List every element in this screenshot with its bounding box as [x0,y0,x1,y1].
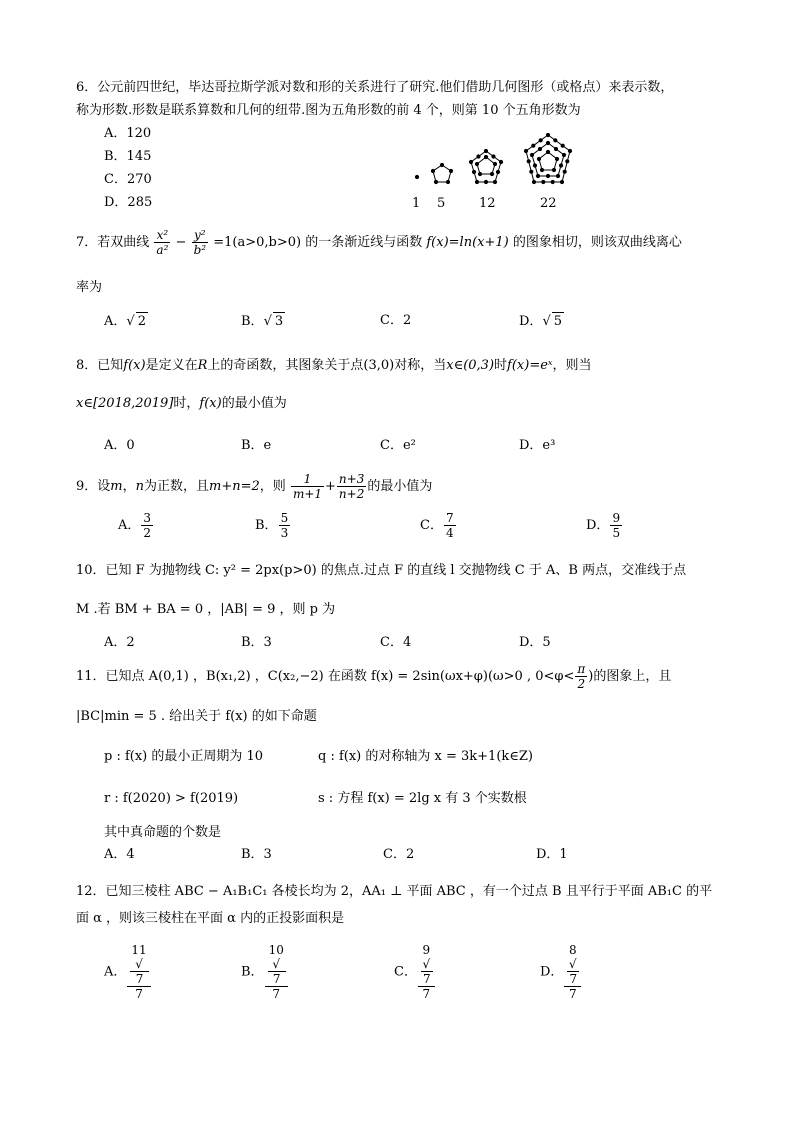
q8-line1: 8．已知f(x)是定义在R上的奇函数，其图象关于点(3,0)对称，当x∈(0,3)时f(x)=eˣ，则当 [76,358,592,373]
q7-prefix: 7．若双曲线 [76,235,150,250]
q10-option-c: C．4 [380,635,412,650]
q7-option-d: D．√ 5 [519,314,563,329]
q6-option-b: B．145 [104,149,152,164]
pentagonal-numbers-figure [405,130,580,190]
q8-option-d: D．e³ [519,438,556,453]
figure-label-5: 5 [437,196,446,211]
q12-option-c: C． 9 √ 7 7 [394,943,436,1001]
q9-option-a: A． $\frac{3}{2}$ [118,511,152,540]
q10-option-b: B．3 [241,635,272,650]
q9-option-b: B． $\frac{5}{3}$ [255,511,289,540]
q9-frac1: $\frac{1}{m+1}$ [292,472,323,501]
q7-frac2: $\frac{\text{y²}}{\text{b²}}$ [193,228,207,257]
q7-option-b: B．√ 3 [241,314,284,329]
q11-option-c: C．2 [383,847,415,862]
q6-option-c: C．270 [104,172,152,187]
q8-option-c: C．e² [380,438,416,453]
figure-label-22: 22 [540,196,557,211]
q8-option-b: B．e [241,438,272,453]
q11-prop-s: s : 方程 f(x) = 2lg x 有 3 个实数根 [318,791,527,806]
q11-option-a: A．4 [104,847,135,862]
figure-label-12: 12 [479,196,496,211]
q10-line2: M .若 BM + BA = 0 ，|AB| = 9 ，则 p 为 [76,602,336,617]
q11-prop-p: p : f(x) 的最小正周期为 10 [104,749,264,764]
q6-option-a: A．120 [104,126,152,141]
q11-line5: 其中真命题的个数是 [104,825,222,840]
q8-line2: x∈[2018,2019]时，f(x)的最小值为 [76,396,287,411]
q11-prop-q: q : f(x) 的对称轴为 x = 3k+1(k∈Z) [318,749,533,764]
q12-option-b: B． 10 √ 7 7 [241,943,289,1001]
q10-option-d: D．5 [519,635,551,650]
q7-line2: 率为 [76,280,103,295]
figure-label-1: 1 [412,196,421,211]
q6-option-d: D．285 [104,195,153,210]
q12-option-d: D． 8 √ 7 7 [540,943,582,1001]
q11-option-b: B．3 [241,847,272,862]
q11-option-d: D．1 [536,847,568,862]
q7-line1: 7．若双曲线 $\frac{\text{x²}}{\text{a²}}$ − $\frac{\text{y²}}{\text{b²}}$ =1(a>0,b>0) 的一条渐近线与函数 f(x)=ln(x+1) 的图象相切，则该双曲线离心 [76,228,682,257]
q6-line1: 6．公元前四世纪，毕达哥拉斯学派对数和形的关系进行了研究.他们借助几何图形（或格点）来表示数， [76,80,674,95]
q9-option-c: C． $\frac{7}{4}$ [420,511,454,540]
q12-line2: 面 α ，则该三棱柱在平面 α 内的正投影面积是 [76,911,345,926]
q12-option-a: A． 11 √ 7 7 [104,943,152,1001]
q10-line1: 10．已知 F 为抛物线 C: y² = 2px(p>0) 的焦点.过点 F 的直线 l 交抛物线 C 于 A、B 两点，交准线于点 [76,563,687,578]
q7-option-a: A．√ 2 [104,314,146,329]
q11-line1: 11．已知点 A(0,1) ，B(x₁,2) ，C(x₂,−2) 在函数 f(x) = 2sin(ωx+φ)(ω>0 , 0<φ< $\frac{\pi}{2}$ )的图象上，且 [76,662,672,691]
q10-option-a: A．2 [104,635,135,650]
q8-option-a: A．0 [104,438,135,453]
q11-prop-r: r : f(2020) > f(2019) [104,791,239,806]
dot [415,175,418,178]
q9-option-d: D． $\frac{9}{5}$ [586,511,621,540]
q11-line2: |BC|min = 5 . 给出关于 f(x) 的如下命题 [76,709,317,724]
q7-frac1: $\frac{\text{x²}}{\text{a²}}$ [156,228,169,257]
q12-line1: 12．已知三棱柱 ABC − A₁B₁C₁ 各棱长均为 2，AA₁ ⊥ 平面 ABC ，有一个过点 B 且平行于平面 AB₁C 的平 [76,884,713,899]
q9-frac2: $\frac{n+3}{n+2}$ [338,472,365,501]
q9-line1: 9．设m，n为正数，且m+n=2，则 $\frac{1}{m+1}$ + $\frac{n+3}{n+2}$ 的最小值为 [76,472,433,501]
q6-line2: 称为形数.形数是联系算数和几何的纽带.图为五角形数的前 4 个，则第 10 个五角形数为 [76,103,581,118]
q7-option-c: C．2 [380,313,412,328]
